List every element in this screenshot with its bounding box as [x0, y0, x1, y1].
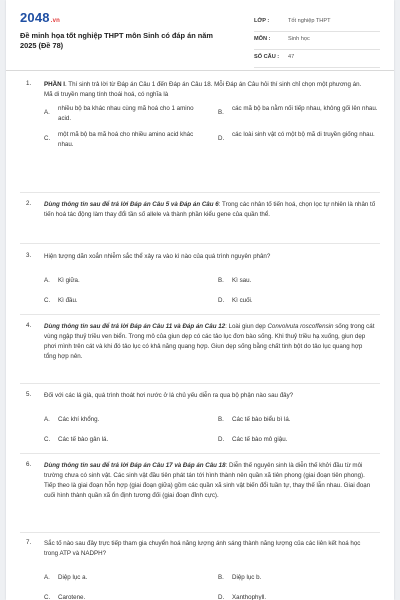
- question-number: 4.: [26, 322, 32, 329]
- options: A. Các khí khổng. B. Các tế bào biểu bì lá. C. Các tế bào gân lá. D. Các tế bào mô giậu.: [44, 416, 291, 443]
- site-logo[interactable]: 2048.vn: [20, 10, 61, 25]
- question-number: 2.: [26, 200, 32, 207]
- meta-row-subject: [254, 32, 380, 50]
- meta-value: Sinh học: [288, 36, 310, 42]
- question-number: 7.: [26, 539, 32, 546]
- question-6: [6, 461, 394, 501]
- question-subtext: Mã di truyền mang tính thoái hoá, có nghĩa là: [44, 91, 169, 98]
- divider: [20, 453, 380, 454]
- question-text: Sắc tố nào sau đây trực tiếp tham gia chuyển hoá năng lượng ánh sáng thành năng lượng của các liên kết hoá học trong ATP và NADPH?: [44, 540, 361, 557]
- question-text: Hiện tượng dãn xoắn nhiễm sắc thể xảy ra vào kì nào của quá trình nguyên phân?: [44, 253, 271, 260]
- question-text: Dùng thông tin sau để trả lời Đáp án Câu 5 và Đáp án Câu 6: Trong các nhân tố tiến hoá, chọn lọc tự nhiên là nhân tố tiến hoá tác động làm thay đổi tần số allele và thành phần kiểu gene của quần thể.: [44, 201, 376, 218]
- question-3: [6, 252, 394, 302]
- question-text: Dùng thông tin sau để trả lời Đáp án Câu 17 và Đáp án Câu 18: Diễn thế nguyên sinh là diễn thế khởi đầu từ môi trường chưa có sinh vật. Các sinh vật đầu tiên phát tán tới hình thành nên quần xã tiên phong (giai đoạn tiên phong). Tiếp theo là giai đoạn hỗn hợp (giai đoạn giữa) gồm các quần xã sinh vật biến đổi tuần tự, thay thế lẫn nhau. Giai đoạn cuối hình thành quần xã ổn định tương đối (giai đoạn đỉnh cực).: [44, 462, 371, 499]
- divider: [20, 192, 380, 193]
- exam-meta: [254, 14, 380, 68]
- divider: [20, 314, 380, 315]
- page-title: Đề minh họa tốt nghiệp THPT môn Sinh có đáp án năm 2025 (Đề 78): [20, 31, 213, 50]
- question-text: PHẦN I. Thí sinh trả lời từ Đáp án Câu 1 đến Đáp án Câu 18. Mỗi Đáp án Câu hỏi thí sinh chỉ chọn một phương án.: [44, 81, 362, 88]
- divider: [20, 243, 380, 244]
- meta-key: LỚP :: [254, 18, 270, 24]
- meta-row-count: [254, 50, 380, 68]
- options: A. nhiều bộ ba khác nhau cùng mã hoá cho 1 amino acid. B. các mã bộ ba nằm nối tiếp nhau, không gối lên nhau. C. một mã bộ ba mã hoá cho nhiều amino acid khác nhau. D. các loài sinh vật có một bộ mã di truyền giống nhau.: [44, 105, 378, 148]
- options: A. Kì giữa. B. Kì sau. C. Kì đầu. D. Kì cuối.: [44, 277, 253, 304]
- meta-row-class: [254, 14, 380, 32]
- question-2: [6, 200, 394, 220]
- document-page: [6, 0, 394, 600]
- meta-value: Tốt nghiệp THPT: [288, 18, 331, 24]
- divider: [20, 383, 380, 384]
- question-5: [6, 391, 394, 441]
- question-text: Dùng thông tin sau để trả lời Đáp án Câu 11 và Đáp án Câu 12: Loài giun dẹp Convolvuta roscoffensin sống trong cát vùng ngập thuỷ triều ven biển. Trong mô của giun dẹp có các tảo lục đơn bào sống. Khi thuỷ triều hạ xuống, giun dẹp phơi mình trên cát và khi đó tảo lục có khả năng quang hợp. Giun dẹp sống bằng chất tinh bột do tảo lục quang hợp tổng hợp nên.: [44, 323, 375, 360]
- question-4: [6, 322, 394, 362]
- question-text: Đối với các lá già, quá trình thoát hơi nước ở lá chủ yếu diễn ra qua bộ phận nào sau đây?: [44, 392, 294, 399]
- meta-value: 47: [288, 54, 295, 60]
- divider: [20, 532, 380, 533]
- document-header: [6, 0, 394, 71]
- question-number: 5.: [26, 391, 32, 398]
- question-7: [6, 539, 394, 599]
- question-number: 6.: [26, 461, 32, 468]
- question-1: [6, 80, 394, 152]
- question-number: 1.: [26, 80, 32, 87]
- meta-key: SỐ CÂU :: [254, 54, 280, 60]
- options: A. Diệp lục a. B. Diệp lục b. C. Carotene. D. Xanthophyll.: [44, 574, 267, 600]
- question-number: 3.: [26, 252, 32, 259]
- meta-key: MÔN :: [254, 36, 271, 42]
